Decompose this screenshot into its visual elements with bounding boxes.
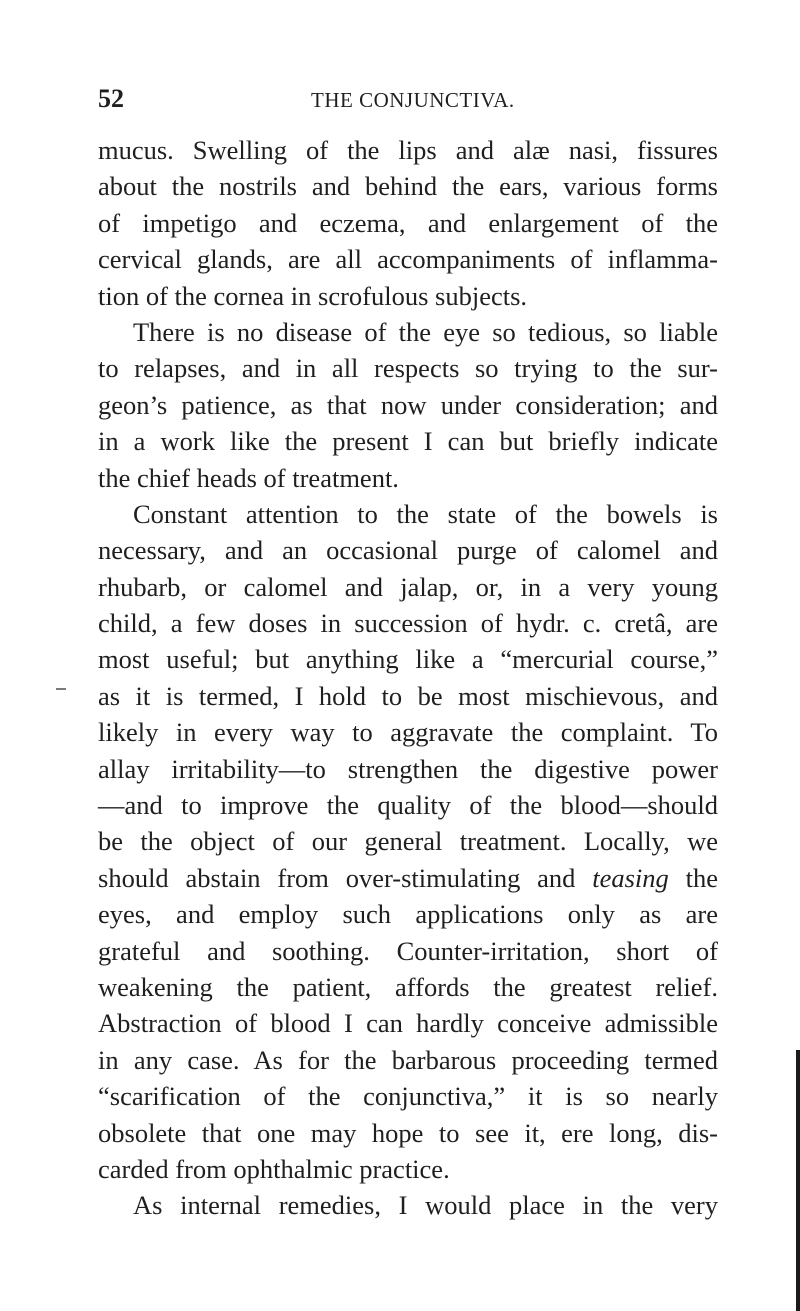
text-line: should abstain from over-stimulating and teasing the <box>98 862 718 893</box>
text-line: in any case. As for the barbarous proceeding termed <box>98 1044 718 1075</box>
paragraph-first-line: There is no disease of the eye so tedious, so liable <box>133 316 718 347</box>
text-line: —and to improve the quality of the blood—should <box>98 790 718 821</box>
text-line: grateful and soothing. Counter-irritation, short of <box>98 935 718 966</box>
text-line: likely in every way to aggravate the complaint. To <box>98 717 718 748</box>
page-edge-shadow <box>796 1050 800 1311</box>
text-line: weakening the patient, affords the greatest relief. <box>98 971 718 1002</box>
text-line: “scarification of the conjunctiva,” it is so nearly <box>98 1081 718 1112</box>
running-title: THE CONJUNCTIVA. <box>311 88 515 112</box>
paragraph-first-line: Constant attention to the state of the bowels is <box>133 498 718 529</box>
paragraph-first-line: As internal remedies, I would place in the very <box>133 1190 718 1221</box>
text-line: child, a few doses in succession of hydr. c. cretâ, are <box>98 608 718 639</box>
italic-word: teasing <box>592 862 669 893</box>
text-line: as it is termed, I hold to be most mischievous, and <box>98 680 718 711</box>
text-line: allay irritability—to strengthen the digestive power <box>98 753 718 784</box>
text-line: tion of the cornea in scrofulous subjects. <box>98 280 528 311</box>
margin-mark <box>56 688 66 690</box>
text-line: the chief heads of treatment. <box>98 462 399 493</box>
text-line: to relapses, and in all respects so trying to the sur- <box>98 353 718 384</box>
text-line: about the nostrils and behind the ears, various forms <box>98 171 718 202</box>
text-line: mucus. Swelling of the lips and alæ nasi, fissures <box>98 135 718 165</box>
text-line: geon’s patience, as that now under consideration; and <box>98 389 718 420</box>
text-line: be the object of our general treatment. Locally, we <box>98 826 718 857</box>
text-line: Abstraction of blood I can hardly conceive admissible <box>98 1008 718 1039</box>
body-text <box>98 132 718 1224</box>
text-line: most useful; but anything like a “mercurial course,” <box>98 644 718 675</box>
text-line: eyes, and employ such applications only as are <box>98 899 718 930</box>
text-line: carded from ophthalmic practice. <box>98 1153 450 1184</box>
text-line: in a work like the present I can but briefly indicate <box>98 426 718 457</box>
text-line: obsolete that one may hope to see it, ere long, dis- <box>98 1117 718 1148</box>
text-line: necessary, and an occasional purge of calomel and <box>98 535 718 566</box>
text-line: cervical glands, are all accompaniments of inflamma- <box>98 244 718 275</box>
running-head <box>98 84 716 114</box>
text-line: rhubarb, or calomel and jalap, or, in a very young <box>98 571 718 602</box>
page-number: 52 <box>98 84 124 113</box>
text-line: of impetigo and eczema, and enlargement of the <box>98 207 718 238</box>
